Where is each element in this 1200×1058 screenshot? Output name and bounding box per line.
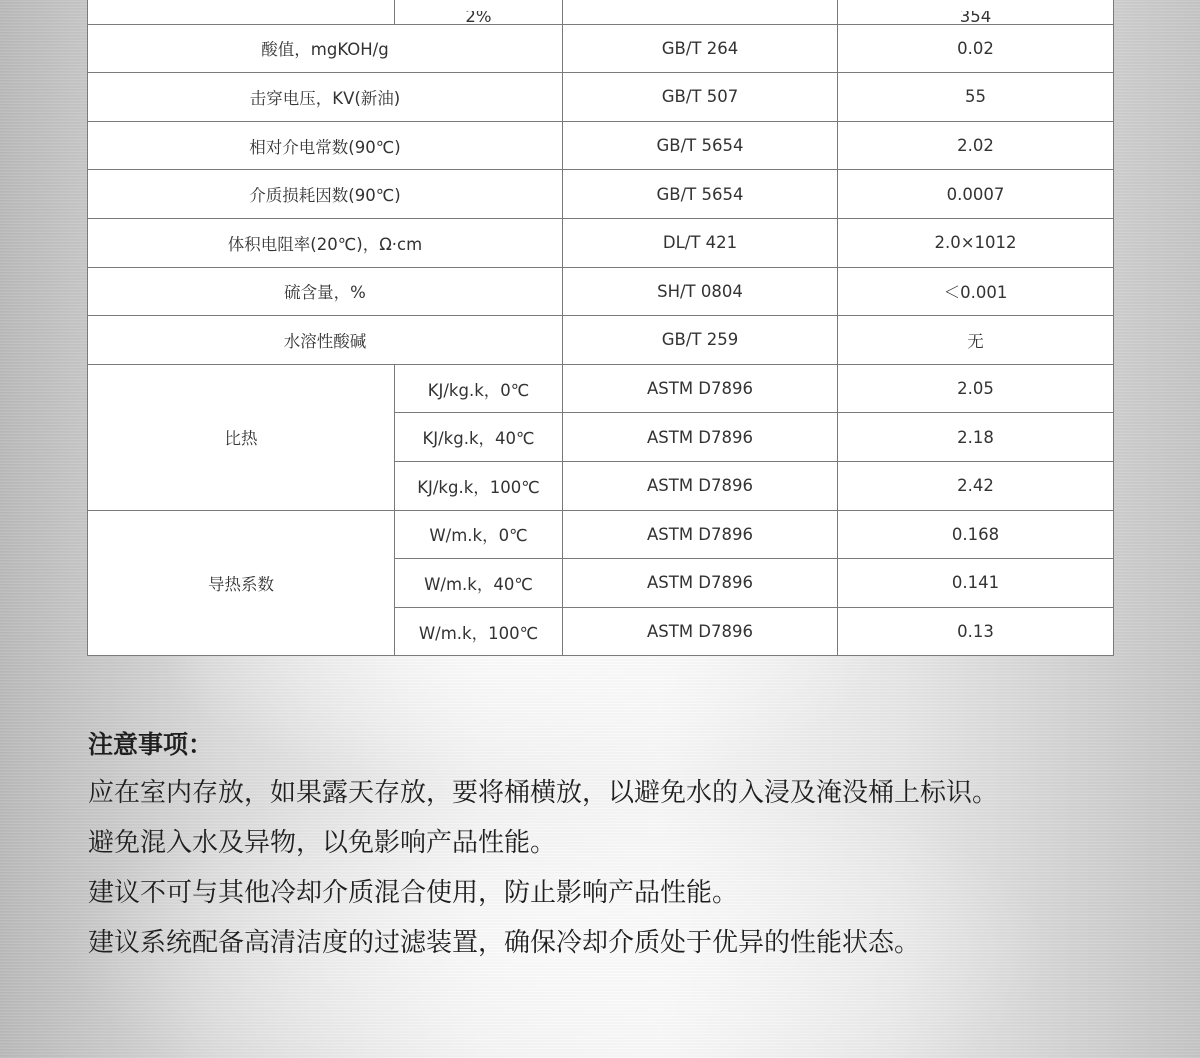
table-row	[88, 364, 1114, 413]
result-cell: 0.141	[838, 559, 1114, 608]
condition-cell: W/m.k，40℃	[395, 559, 563, 608]
item-cell: 击穿电压，KV(新油)	[88, 73, 563, 122]
group-item-cell: 导热系数	[88, 510, 395, 656]
result-cell: 0.02	[838, 24, 1114, 73]
result-cell: 2.0×1012	[838, 218, 1114, 267]
note-line: 应在室内存放，如果露天存放，要将桶横放，以避免水的入浸及淹没桶上标识。	[88, 778, 999, 808]
notes-section	[88, 722, 1128, 968]
table-row	[88, 121, 1114, 170]
condition-cell: W/m.k，100℃	[395, 607, 563, 656]
method-cell: GB/T 5654	[563, 121, 838, 170]
condition-cell: 2%	[395, 0, 563, 24]
method-cell: ASTM D7896	[563, 461, 838, 510]
table-row	[88, 218, 1114, 267]
item-cell: 相对介电常数(90℃)	[88, 121, 563, 170]
result-cell: ＜0.001	[838, 267, 1114, 316]
result-cell: 0.168	[838, 510, 1114, 559]
condition-cell: W/m.k，0℃	[395, 510, 563, 559]
condition-cell: KJ/kg.k，40℃	[395, 413, 563, 462]
method-cell	[563, 0, 838, 24]
table-row	[88, 316, 1114, 365]
table-row	[88, 24, 1114, 73]
result-cell: 354	[838, 0, 1114, 24]
note-line: 建议系统配备高清洁度的过滤装置，确保冷却介质处于优异的性能状态。	[88, 928, 921, 958]
method-cell: GB/T 259	[563, 316, 838, 365]
method-cell: ASTM D7896	[563, 364, 838, 413]
notes-title: 注意事项：	[88, 730, 214, 759]
method-cell: DL/T 421	[563, 218, 838, 267]
spec-table	[87, 0, 1114, 656]
condition-cell: KJ/kg.k，100℃	[395, 461, 563, 510]
method-cell: ASTM D7896	[563, 510, 838, 559]
table-row	[88, 0, 1114, 24]
item-cell: 水溶性酸碱	[88, 316, 563, 365]
table-row	[88, 170, 1114, 219]
method-cell: GB/T 507	[563, 73, 838, 122]
result-cell: 0.13	[838, 607, 1114, 656]
method-cell: ASTM D7896	[563, 559, 838, 608]
method-cell: SH/T 0804	[563, 267, 838, 316]
result-cell: 55	[838, 73, 1114, 122]
note-line: 建议不可与其他冷却介质混合使用，防止影响产品性能。	[88, 878, 739, 908]
result-cell: 无	[838, 316, 1114, 365]
result-cell: 2.02	[838, 121, 1114, 170]
note-line: 避免混入水及异物，以免影响产品性能。	[88, 828, 557, 858]
item-cell: 硫含量，%	[88, 267, 563, 316]
result-cell: 2.18	[838, 413, 1114, 462]
result-cell: 0.0007	[838, 170, 1114, 219]
method-cell: ASTM D7896	[563, 413, 838, 462]
method-cell: GB/T 5654	[563, 170, 838, 219]
result-cell: 2.42	[838, 461, 1114, 510]
item-cell: 酸值，mgKOH/g	[88, 24, 563, 73]
item-cell: 体积电阻率(20℃)，Ω·cm	[88, 218, 563, 267]
method-cell: ASTM D7896	[563, 607, 838, 656]
group-item-cell: 比热	[88, 364, 395, 510]
condition-cell: KJ/kg.k，0℃	[395, 364, 563, 413]
method-cell: GB/T 264	[563, 24, 838, 73]
table-row	[88, 73, 1114, 122]
result-cell: 2.05	[838, 364, 1114, 413]
item-cell	[88, 0, 395, 24]
item-cell: 介质损耗因数(90℃)	[88, 170, 563, 219]
table-row	[88, 510, 1114, 559]
table-row	[88, 267, 1114, 316]
